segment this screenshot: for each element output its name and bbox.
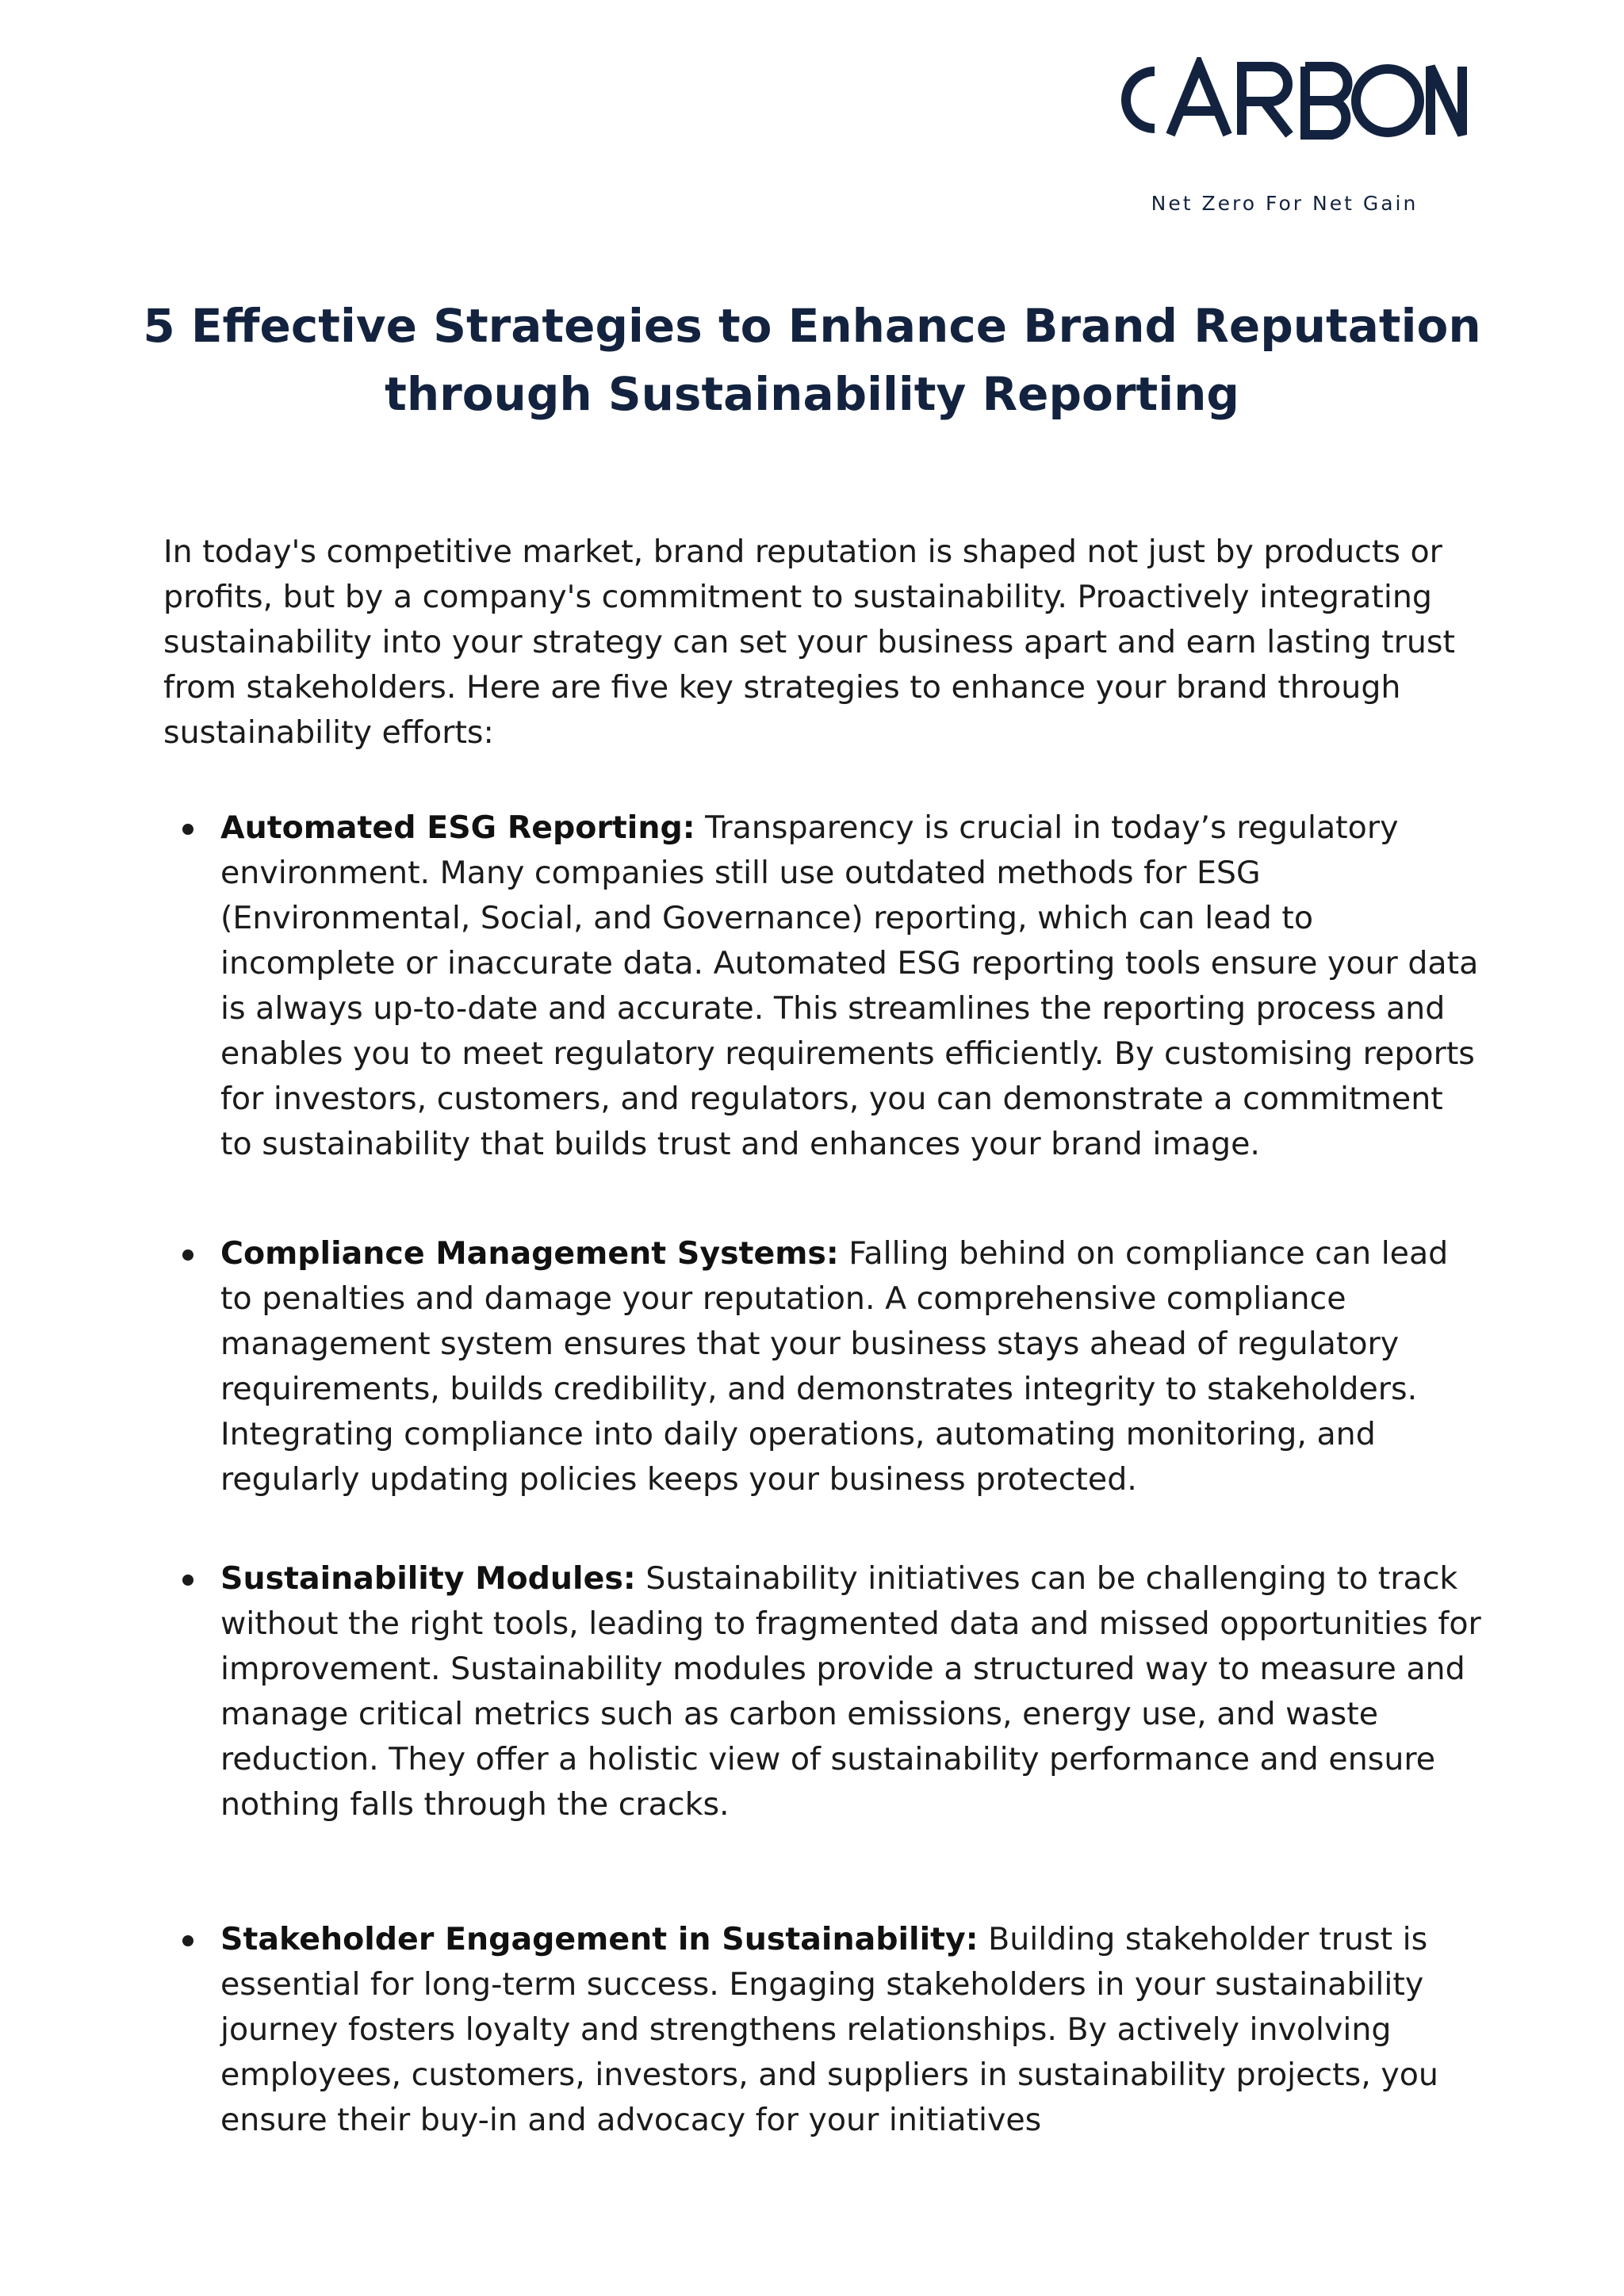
strategy-body: Building stakeholder trust is essential for long-term success. Engaging stakeholders in your sustainability journey fosters loyalty and strengthens relationships. By actively involving employees, customers, investors, and suppliers in sustainability projects, you ensure their buy-in and advocacy for your initiatives: [220, 1921, 1438, 2138]
strategy-heading: Sustainability Modules:: [220, 1560, 636, 1597]
carbon-logo: [1102, 57, 1475, 215]
page-title: 5 Effective Strategies to Enhance Brand Reputation through Sustainability Reporting: [143, 299, 1481, 421]
brand-tagline: Net Zero For Net Gain: [1151, 192, 1419, 215]
intro-paragraph: In today's competitive market, brand reputation is shaped not just by products or profits, but by a company's commitment to sustainability. Proactively integrating sustainability into your strategy can set your business apart and earn lasting trust from stakeholders. Here are five key strategies to enhance your brand through sustainability efforts:: [163, 534, 1455, 751]
strategy-text: [220, 1556, 1481, 1827]
bullet-icon: [182, 1575, 193, 1586]
strategy-item-automated-esg: [163, 806, 1479, 1167]
strategy-heading: Automated ESG Reporting:: [220, 809, 695, 846]
bullet-icon: [182, 1935, 193, 1946]
strategy-text: [220, 1231, 1481, 1502]
strategy-text: [220, 806, 1481, 1167]
strategy-heading: Compliance Management Systems:: [220, 1235, 839, 1272]
carbon-wordmark-icon: [1102, 57, 1467, 143]
bullet-icon: [182, 1249, 193, 1261]
strategy-body: Sustainability initiatives can be challenging to track without the right tools, leading to fragmented data and missed opportunities for improvement. Sustainability modules provide a structured way to measure and manage critical metrics such as carbon emissions, energy use, and waste reduction. They offer a holistic view of sustainability performance and ensure nothing falls through the cracks.: [220, 1560, 1481, 1823]
strategy-body: Falling behind on compliance can lead to penalties and damage your reputation. A comprehensive compliance management system ensures that your business stays ahead of regulatory requirements, builds credibility, and demonstrates integrity to stakeholders. Integrating compliance into daily operations, automating monitoring, and regularly updating policies keeps your business protected.: [220, 1235, 1449, 1498]
strategy-item-sustainability-modules: [163, 1556, 1481, 1827]
strategy-text: [220, 1917, 1481, 2143]
bullet-icon: [182, 824, 193, 835]
strategy-heading: Stakeholder Engagement in Sustainability:: [220, 1921, 979, 1957]
strategy-item-stakeholder-engagement: [163, 1917, 1472, 2143]
strategy-item-compliance: [163, 1231, 1472, 1502]
strategy-body: Transparency is crucial in today’s regulatory environment. Many companies still use outdated methods for ESG (Environmental, Social, and Governance) reporting, which can lead to incomplete or inaccurate data. Automated ESG reporting tools ensure your data is always up-to-date and accurate. This streamlines the reporting process and enables you to meet regulatory requirements efficiently. By customising reports for investors, customers, and regulators, you can demonstrate a commitment to sustainability that builds trust and enhances your brand image.: [220, 809, 1479, 1162]
